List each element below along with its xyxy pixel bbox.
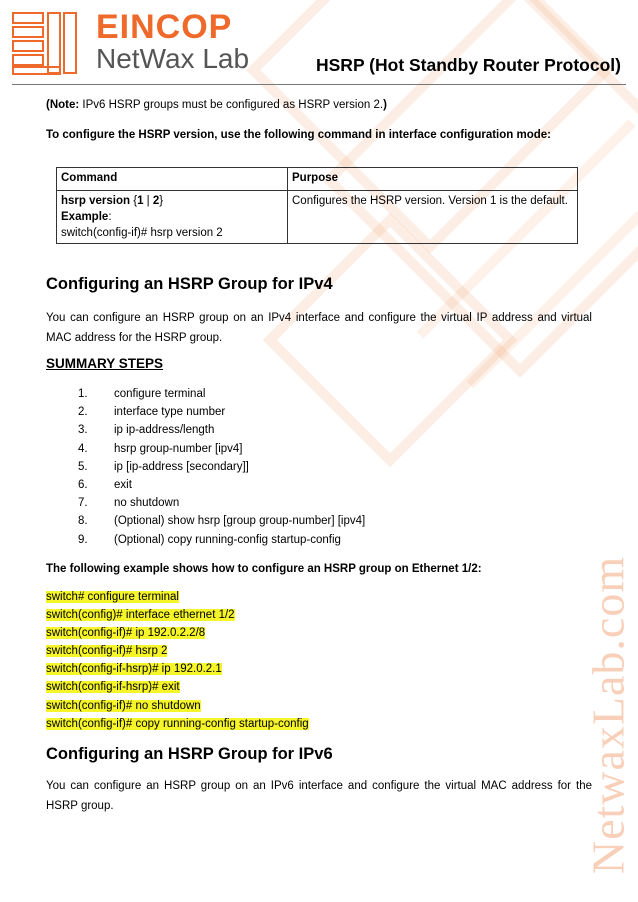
code-text: switch(config-if)# hsrp 2 (46, 645, 168, 658)
step-text: (Optional) copy running-config startup-config (114, 533, 341, 546)
step-number: 7. (78, 497, 88, 510)
table-row (57, 191, 578, 244)
note-text (46, 97, 387, 113)
command-keyword: hsrp version (61, 195, 131, 207)
watermark-text: NetwaxLab.com (582, 555, 634, 875)
command-cell (57, 191, 288, 244)
step-number: 4. (78, 442, 88, 455)
step-text: ip ip-address/length (114, 424, 215, 437)
command-table (56, 167, 578, 244)
step-text: (Optional) show hsrp [group group-number] [ipv4] (114, 515, 366, 528)
code-text: switch(config-if)# no shutdown (46, 699, 201, 712)
code-text: switch(config)# interface ethernet 1/2 (46, 609, 235, 622)
step-number: 9. (78, 533, 88, 546)
table-header-row (57, 168, 578, 191)
step-text: interface type number (114, 406, 226, 419)
table-header-command: Command (57, 168, 288, 191)
code-line (46, 678, 309, 696)
step-text: configure terminal (114, 388, 206, 400)
example-label: Example (61, 211, 109, 223)
example-command: switch(config-if)# hsrp version 2 (61, 227, 223, 239)
code-line (46, 715, 309, 733)
step-number: 2. (78, 406, 88, 419)
step-number: 8. (78, 515, 88, 528)
step-text: ip [ip-address [secondary]] (114, 460, 249, 473)
summary-steps-heading: SUMMARY STEPS (46, 356, 164, 371)
code-line (46, 588, 309, 606)
code-text: switch(config-if)# copy running-config startup-config (46, 717, 309, 730)
code-text: switch# configure terminal (46, 591, 179, 603)
step-number: 5. (78, 460, 88, 473)
code-line (46, 697, 309, 715)
step-number: 3. (78, 424, 88, 437)
section-paragraph-ipv6: You can configure an HSRP group on an IPv6 interface and configure the virtual MAC address for the HSRP group. (46, 780, 592, 812)
code-text: switch(config-if-hsrp)# ip 192.0.2.1 (46, 663, 222, 676)
brand-name: EINCOP (96, 8, 233, 46)
note-prefix: (Note: (46, 99, 80, 111)
purpose-cell: Configures the HSRP version. Version 1 is the default. (288, 191, 578, 244)
command-option: 1 (137, 195, 144, 207)
example-heading (61, 209, 283, 225)
code-line (46, 606, 309, 624)
command-separator: | (143, 195, 153, 207)
brand-logo-icon (12, 12, 78, 76)
section-heading-ipv4: Configuring an HSRP Group for IPv4 (46, 275, 333, 293)
code-line (46, 624, 309, 642)
code-text: switch(config-if)# ip 192.0.2.2/8 (46, 627, 206, 640)
step-number: 6. (78, 478, 88, 491)
brand-subtitle: NetWax Lab (96, 43, 250, 74)
page-title: HSRP (Hot Standby Router Protocol) (316, 55, 621, 75)
table-header-purpose: Purpose (288, 168, 578, 191)
command-brace: { (130, 195, 138, 207)
header-divider (12, 84, 626, 85)
intro-text: To configure the HSRP version, use the following command in interface configuration mode: (46, 129, 551, 141)
command-option: 2 (152, 195, 160, 207)
example-intro: The following example shows how to configure an HSRP group on Ethernet 1/2: (46, 563, 482, 575)
section-heading-ipv6: Configuring an HSRP Group for IPv6 (46, 745, 333, 763)
note-body: IPv6 HSRP groups must be configured as HSRP version 2. (79, 99, 384, 111)
example-colon: : (108, 211, 112, 223)
step-text: no shutdown (114, 497, 180, 510)
note-suffix: ) (383, 99, 387, 111)
code-line (46, 642, 309, 660)
step-text: exit (114, 478, 132, 491)
step-number: 1. (78, 388, 88, 400)
example-code-block (46, 588, 309, 733)
code-line (46, 660, 309, 678)
step-text: hsrp group-number [ipv4] (114, 442, 243, 455)
section-paragraph-ipv4: You can configure an HSRP group on an IPv4 interface and configure the virtual IP address and virtual MAC address for the HSRP group. (46, 312, 592, 344)
command-brace: } (159, 195, 164, 207)
code-text: switch(config-if-hsrp)# exit (46, 681, 180, 694)
command-syntax (61, 193, 283, 209)
